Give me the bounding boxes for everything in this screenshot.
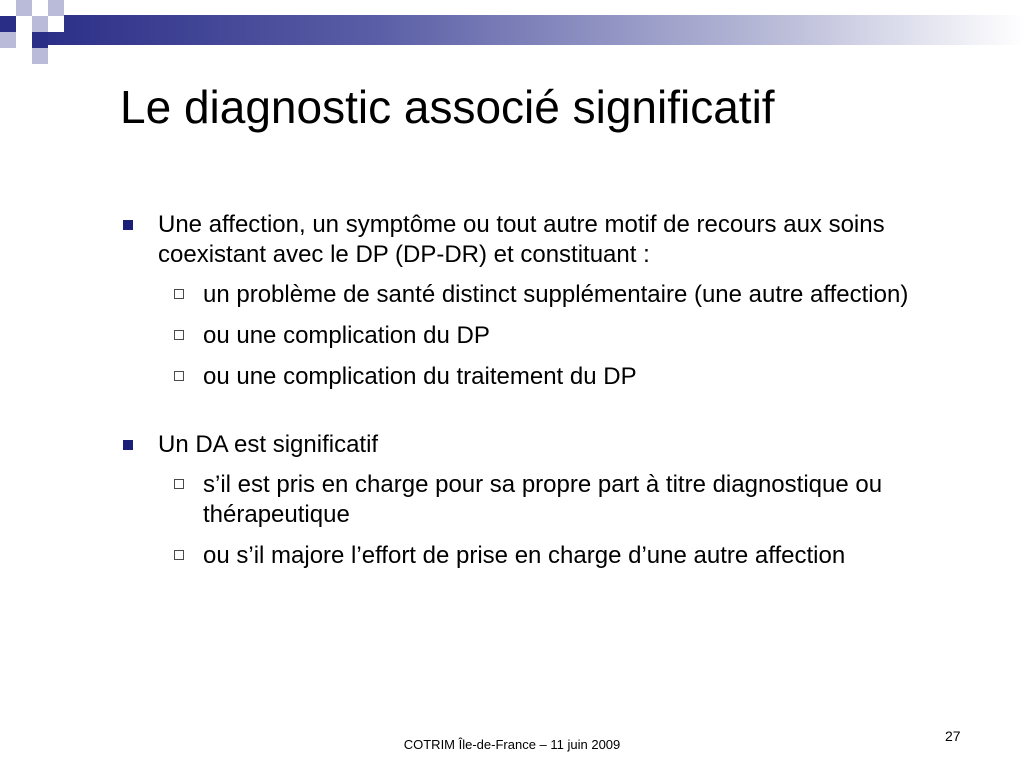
sub-bullet-text: ou une complication du DP — [203, 322, 490, 349]
slide-footer: COTRIM Île-de-France – 11 juin 2009 — [403, 737, 621, 752]
decor-square — [0, 0, 16, 16]
slide-title: Le diagnostic associé significatif — [120, 81, 775, 133]
decor-square — [32, 48, 48, 64]
sub-bullet-text: un problème de santé distinct supplémentaire (une autre affection) — [203, 281, 909, 308]
sub-bullet-item — [120, 541, 980, 571]
bullet-square-icon — [123, 440, 133, 450]
decor-square — [0, 32, 16, 48]
decor-square — [0, 16, 16, 32]
slide-page-number: 27 — [945, 728, 961, 744]
hollow-square-icon — [174, 330, 184, 340]
header-decoration — [0, 0, 1024, 70]
bullet-item — [120, 210, 980, 270]
bullet-text: Une affection, un symptôme ou tout autre motif de recours aux soins coexistant avec le DP (DP-DR) et constituant : — [158, 211, 885, 268]
slide-content — [120, 210, 980, 582]
header-gradient-bar — [30, 15, 1024, 45]
hollow-square-icon — [174, 550, 184, 560]
decor-square — [32, 16, 48, 32]
sub-bullet-item — [120, 280, 980, 310]
sub-bullet-item — [120, 362, 980, 392]
decor-square — [16, 32, 32, 48]
sub-bullet-item — [120, 470, 980, 530]
decor-square — [16, 16, 32, 32]
bullet-square-icon — [123, 220, 133, 230]
bullet-text: Un DA est significatif — [158, 431, 379, 458]
hollow-square-icon — [174, 371, 184, 381]
decor-square — [48, 16, 64, 32]
sub-bullet-item — [120, 321, 980, 351]
decor-square — [32, 0, 48, 16]
hollow-square-icon — [174, 289, 184, 299]
decor-square — [48, 0, 64, 16]
sub-bullet-text: ou s’il majore l’effort de prise en charge d’une autre affection — [203, 542, 846, 569]
decor-square — [32, 32, 48, 48]
decor-square — [16, 0, 32, 16]
bullet-item — [120, 430, 980, 460]
sub-bullet-text: ou une complication du traitement du DP — [203, 363, 637, 390]
hollow-square-icon — [174, 479, 184, 489]
sub-bullet-text: s’il est pris en charge pour sa propre part à titre diagnostique ou thérapeutique — [203, 471, 883, 528]
